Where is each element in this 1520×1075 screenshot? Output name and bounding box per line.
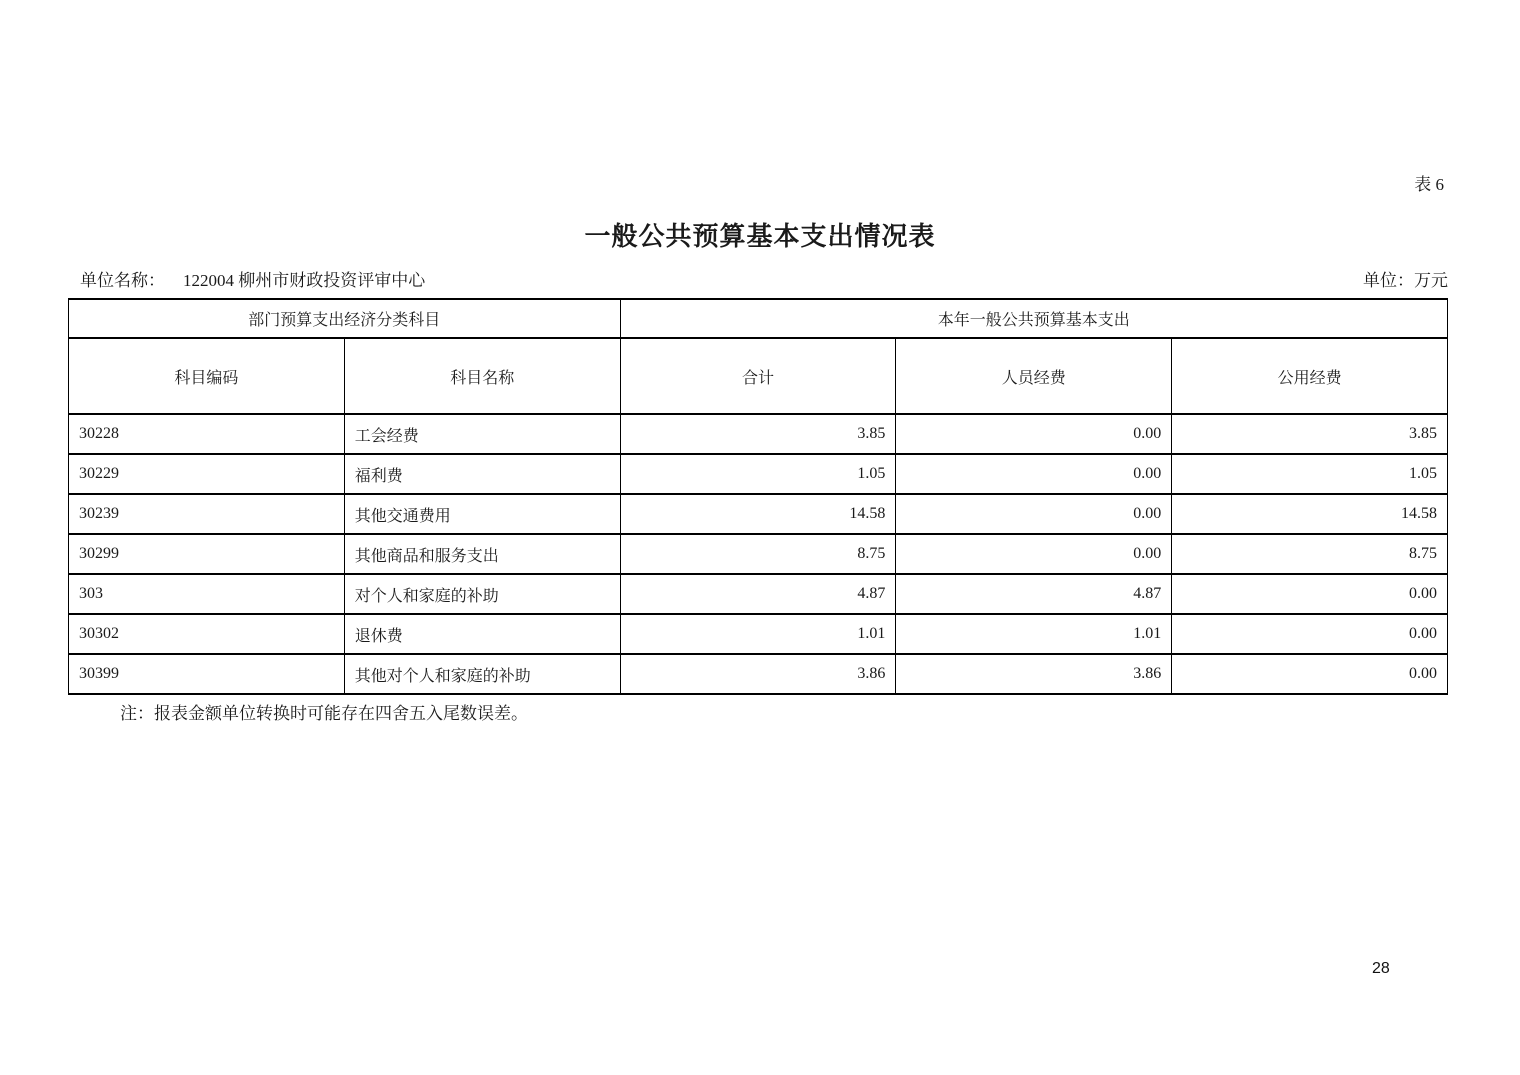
subject-name-cell: 其他商品和服务支出 — [344, 534, 620, 574]
amount-cell: 0.00 — [896, 534, 1172, 574]
column-header-public: 公用经费 — [1172, 338, 1448, 414]
amount-cell: 3.86 — [896, 654, 1172, 694]
budget-table — [68, 298, 1448, 695]
column-header-row — [69, 338, 1448, 414]
subject-code-cell: 30228 — [69, 414, 345, 454]
unit-name-value: 122004 柳州市财政投资评审中心 — [183, 271, 426, 290]
amount-cell: 8.75 — [620, 534, 896, 574]
unit-name — [80, 266, 425, 291]
subject-code-cell: 30229 — [69, 454, 345, 494]
subject-code-cell: 30399 — [69, 654, 345, 694]
subject-code-cell: 30239 — [69, 494, 345, 534]
amount-cell: 0.00 — [896, 414, 1172, 454]
unit-info-row — [80, 266, 1448, 291]
amount-cell: 14.58 — [620, 494, 896, 534]
table-number-label: 表 6 — [1414, 175, 1444, 194]
column-header-subject-code: 科目编码 — [69, 338, 345, 414]
amount-cell: 0.00 — [1172, 574, 1448, 614]
amount-cell: 0.00 — [896, 494, 1172, 534]
table-body — [69, 414, 1448, 694]
page-title: 一般公共预算基本支出情况表 — [584, 222, 936, 251]
table-row — [69, 494, 1448, 534]
amount-cell: 8.75 — [1172, 534, 1448, 574]
table-row — [69, 454, 1448, 494]
amount-cell: 4.87 — [620, 574, 896, 614]
subject-code-cell: 303 — [69, 574, 345, 614]
amount-cell: 1.05 — [620, 454, 896, 494]
amount-cell: 1.05 — [1172, 454, 1448, 494]
subject-name-cell: 对个人和家庭的补助 — [344, 574, 620, 614]
amount-cell: 0.00 — [896, 454, 1172, 494]
amount-cell: 14.58 — [1172, 494, 1448, 534]
unit-name-label: 单位名称： — [80, 271, 165, 290]
table-row — [69, 654, 1448, 694]
table-row — [69, 574, 1448, 614]
subject-name-cell: 工会经费 — [344, 414, 620, 454]
amount-cell: 1.01 — [896, 614, 1172, 654]
page-number: 28 — [1372, 960, 1390, 977]
group-header-subject: 部门预算支出经济分类科目 — [69, 299, 621, 338]
amount-cell: 1.01 — [620, 614, 896, 654]
column-header-subject-name: 科目名称 — [344, 338, 620, 414]
currency-unit-label: 单位：万元 — [1363, 271, 1448, 290]
amount-cell: 0.00 — [1172, 654, 1448, 694]
amount-cell: 4.87 — [896, 574, 1172, 614]
subject-name-cell: 其他对个人和家庭的补助 — [344, 654, 620, 694]
subject-name-cell: 退休费 — [344, 614, 620, 654]
amount-cell: 3.85 — [1172, 414, 1448, 454]
column-header-personnel: 人员经费 — [896, 338, 1172, 414]
table-row — [69, 614, 1448, 654]
subject-name-cell: 其他交通费用 — [344, 494, 620, 534]
column-header-total: 合计 — [620, 338, 896, 414]
amount-cell: 0.00 — [1172, 614, 1448, 654]
subject-code-cell: 30299 — [69, 534, 345, 574]
amount-cell: 3.86 — [620, 654, 896, 694]
amount-cell: 3.85 — [620, 414, 896, 454]
table-row — [69, 414, 1448, 454]
group-header-expenditure: 本年一般公共预算基本支出 — [620, 299, 1447, 338]
subject-code-cell: 30302 — [69, 614, 345, 654]
footnote: 注：报表金额单位转换时可能存在四舍五入尾数误差。 — [120, 704, 528, 723]
group-header-row — [69, 299, 1448, 338]
table-row — [69, 534, 1448, 574]
subject-name-cell: 福利费 — [344, 454, 620, 494]
